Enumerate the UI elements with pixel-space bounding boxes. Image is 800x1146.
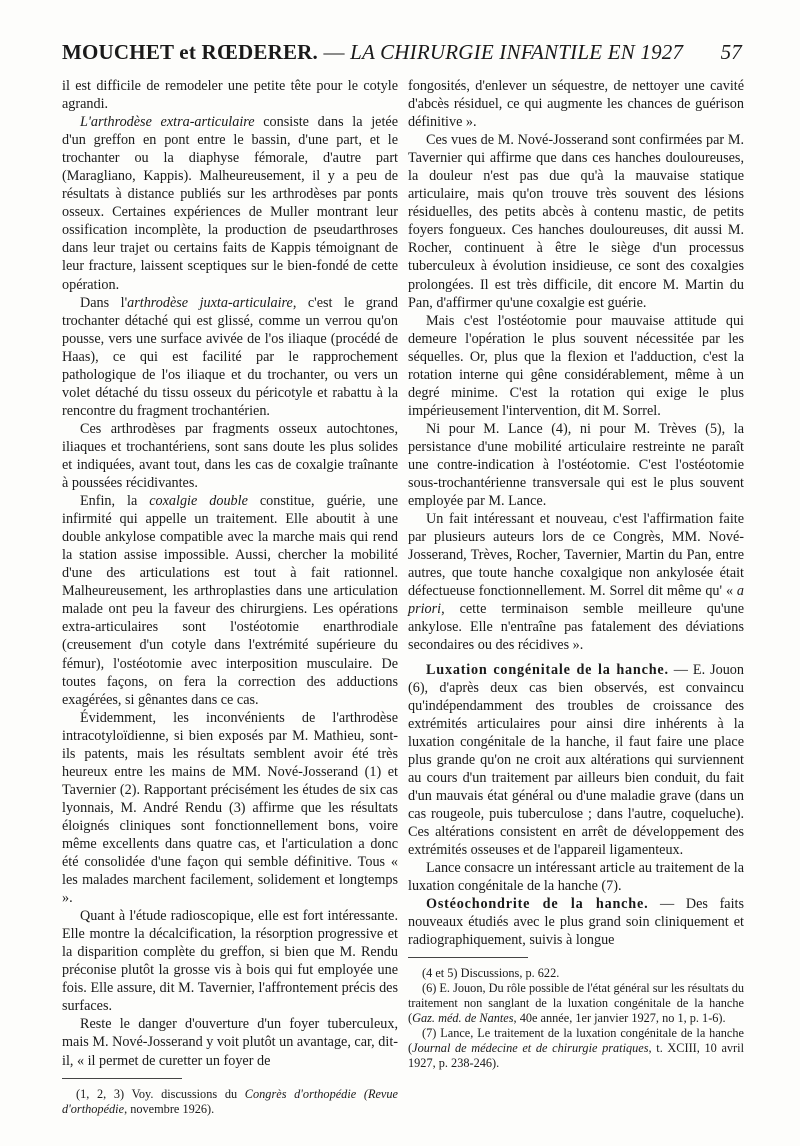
paragraph: Ni pour M. Lance (4), ni pour M. Trèves (5), la persistance d'une mobilité articulaire restreinte ne paraît une contre-indication à l'ostéotomie. C'est l'ostéotomie sous-trochantérienne transversale qui est le plus souvent employée par M. Lance. — [408, 420, 744, 510]
footnote — [62, 1087, 398, 1117]
paragraph — [62, 294, 398, 420]
header-title: LA CHIRURGIE INFANTILE EN 1927 — [350, 40, 684, 64]
term: a priori — [408, 583, 744, 618]
paragraph-text: , cette terminaison semble meilleure qu'une ankylose. Elle n'entraîne pas fatalement des déviations secondaires ou des récidives ». — [408, 601, 744, 654]
paragraph-text: Dans l' — [80, 294, 128, 311]
paragraph — [408, 510, 744, 654]
footnote-rule — [408, 957, 528, 958]
paragraph: Évidemment, les inconvénients de l'arthrodèse intracotyloïdienne, si bien exposés par M. Mathieu, sont-ils patents, mais les résultats semblent avoir été très heureux entre les mains de MM. Nové-Josserand (1) et Tavernier (2). Rapportant précisément les études de six cas lyonnais, M. André Rendu (3) affirme que les résultats éloignés cliniques sont fonctionnellement bons, voire même excellents dans quatre cas, et l'articulation a donc été consolidée d'une façon qui semble définitive. Tous « les malades marchent facilement, solidement et longtemps ». — [62, 709, 398, 907]
footnote-source: Gaz. méd. de Nantes — [412, 1011, 514, 1026]
paragraph — [62, 113, 398, 293]
footnote-text: (6) E. Jouon, Du rôle possible de l'état général sur les résultats du traitement non sanglant de la luxation congénitale de la hanche ( — [408, 981, 744, 1026]
paragraph-text: , c'est le grand trochanter détaché qui est glissé, comme un verrou qu'on pousse, vers une surface avivée de l'os iliaque (procédé de Haas), ce qui est facilité par le rapprochement pathologique de l'os iliaque et du trochanter, ou vers un volet détaché du tissu osseux du péricotyle et rabattu à la rencontre du fragment trochantérien. — [62, 294, 399, 419]
term: arthrodèse juxta-articulaire — [127, 294, 293, 311]
section-heading: Luxation congénitale de la hanche. — [426, 661, 669, 678]
header-dash: — — [318, 40, 351, 64]
footnote-rule — [62, 1078, 182, 1079]
footnote — [408, 1026, 744, 1071]
paragraph: Ces arthrodèses par fragments osseux autochtones, iliaques et trochantériens, sont sans doute les plus solides et indiquées, avant tout, dans les cas de coxalgie traînante à poussées récidivantes. — [62, 420, 398, 492]
paragraph: Quant à l'étude radioscopique, elle est fort intéressante. Elle montre la décalcification, la résorption progressive et la disparition complète du greffon, si bien que M. Rendu préconise plutôt la grosse vis à bois qui fut employée une fois. Elle assure, dit M. Tavernier, l'affrontement précis des surfaces. — [62, 908, 398, 1015]
footnote — [408, 981, 744, 1026]
footnote: (4 et 5) Discussions, p. 622. — [422, 966, 560, 981]
paragraph: il est difficile de remodeler une petite tête pour le cotyle agrandi. — [62, 78, 398, 113]
paragraph: Mais c'est l'ostéotomie pour mauvaise attitude qui demeure l'opération le plus souvent nécessitée par les séquelles. Or, plus que la flexion et l'adduction, c'est la rotation interne qui gêne considérablement, même à un degré minime. C'est la rotation qui exige le plus impérieusement l'intervention, dit M. Sorrel. — [408, 312, 744, 419]
paragraph-text: Un fait intéressant et nouveau, c'est l'affirmation faite par plusieurs auteurs lors de ce Congrès, MM. Nové-Josserand, Trèves, Rocher, Tavernier, Martin du Pan, entre autres, que toute hanche coxalgique non ankylosée était défectueuse fonctionnellement. M. Sorrel dit même qu' « — [408, 511, 744, 600]
paragraph-text: — E. Jouon (6), d'après deux cas bien observés, est convaincu qu'indépendamment des troubles de croissance des extrémités articulaires pour ainsi dire inhérents à la luxation congénitale de la hanche, il faut faire une place plus grande qu'on ne croit aux altérations qui surviennent au cours d'un traitement par ailleurs bien conduit, du fait d'un mauvais état général ou d'une maladie grave (dans un cas rougeole, puis tuberculose ; dans l'autre, coqueluche). Ces altérations consistent en arrêt de développement des extrémités osseuses et de l'appareil ligamenteux. — [408, 661, 744, 858]
footnote-text: , novembre 1926). — [124, 1101, 215, 1116]
left-column — [62, 77, 398, 1117]
section-paragraph — [408, 895, 744, 949]
footnote-text: (7) Lance, Le traitement de la luxation congénitale de la hanche ( — [408, 1026, 744, 1056]
footnote-source: Journal de médecine et de chirurgie pratiques — [412, 1041, 649, 1056]
footnote-text: , t. XCIII, 10 avril 1927, p. 238-246). — [408, 1041, 744, 1071]
footnote-source: Congrès d'orthopédie (Revue d'orthopédie — [62, 1086, 399, 1116]
term: L'arthrodèse extra-articulaire — [80, 114, 255, 131]
footnotes-right — [408, 966, 744, 1071]
term: coxalgie double — [149, 493, 248, 510]
paragraph: Reste le danger d'ouverture d'un foyer tuberculeux, mais M. Nové-Josserand y voit plutôt un avantage, car, dit-il, « il permet de curetter un foyer de — [62, 1016, 398, 1069]
section-heading: Ostéochondrite de la hanche. — [426, 896, 649, 913]
paragraph: Ces vues de M. Nové-Josserand sont confirmées par M. Tavernier qui affirme que dans ces hanches douloureuses, la douleur n'est pas due qu'à la mauvaise statique articulaire, mais qu'on trouve très souvent des lésions résiduelles, des petits abcès à contenu mastic, de petits foyers fongueux. Ces hanches douloureuses, dit aussi M. Rocher, continuent à être le siège d'un processus tuberculeux à évolution insidieuse, ce sont des coxalgies prolongées. Il est très difficile, dit encore M. Martin du Pan, d'affirmer qu'une coxalgie est guérie. — [408, 132, 744, 311]
running-header — [62, 40, 742, 65]
paragraph-text: — Des faits nouveaux étudiés avec le plus grand soin cliniquement et radiographiquement, suivis à longue — [408, 896, 744, 949]
page-number: 57 — [720, 40, 742, 64]
paragraph — [62, 492, 398, 709]
section-paragraph — [408, 661, 744, 860]
paragraph-text: consiste dans la jetée d'un greffon en pont entre le bassin, d'une part, et le trochanter ou la diaphyse fémorale, d'autre part (Maragliano, Kappis). Malheureusement, il y a peu de résultats à distance publiés sur les arthrodèses par ponts osseux. Certaines expériences de Muller montrant leur ossification incomplète, la production de pseudarthroses dans leur trajet ou certains faits de Kappis témoignant de leur fracture, laissent sceptiques sur le bien-fondé de cette opération. — [62, 114, 398, 293]
paragraph: Lance consacre un intéressant article au traitement de la luxation congénitale de la hanche (7). — [408, 860, 744, 895]
header-authors: MOUCHET et RŒDERER. — [62, 40, 318, 64]
paragraph-text: constitue, guérie, une infirmité qui appelle un traitement. Elle aboutit à une double ankylose compatible avec la marche mais qui rend la station assise impossible. Aussi, chercher la mobilité d'une des articulations est tout à fait rationnel. Malheureusement, les arthroplasties dans une articulation malade ont peu la faveur des chirurgiens. Les opérations extra-articulaires sont l'ostéotomie enarthrodiale (creusement d'un cotyle dans l'extrémité supérieure du fémur), l'ostéotomie avec interposition musculaire. De toutes façons, on fera la correction des adductions exagérées, si gênantes dans ce cas. — [62, 493, 399, 708]
footnote-text: , 40e année, 1er janvier 1927, no 1, p. 1-6). — [513, 1011, 726, 1026]
footnote-text: (1, 2, 3) Voy. discussions du — [76, 1086, 245, 1101]
paragraph-text: Enfin, la — [80, 493, 150, 510]
footnotes-left — [62, 1087, 398, 1117]
right-column — [408, 77, 744, 1071]
paragraph: fongosités, d'enlever un séquestre, de nettoyer une cavité d'abcès résiduel, ce qui augmente les chances de guérison définitive ». — [408, 78, 744, 131]
